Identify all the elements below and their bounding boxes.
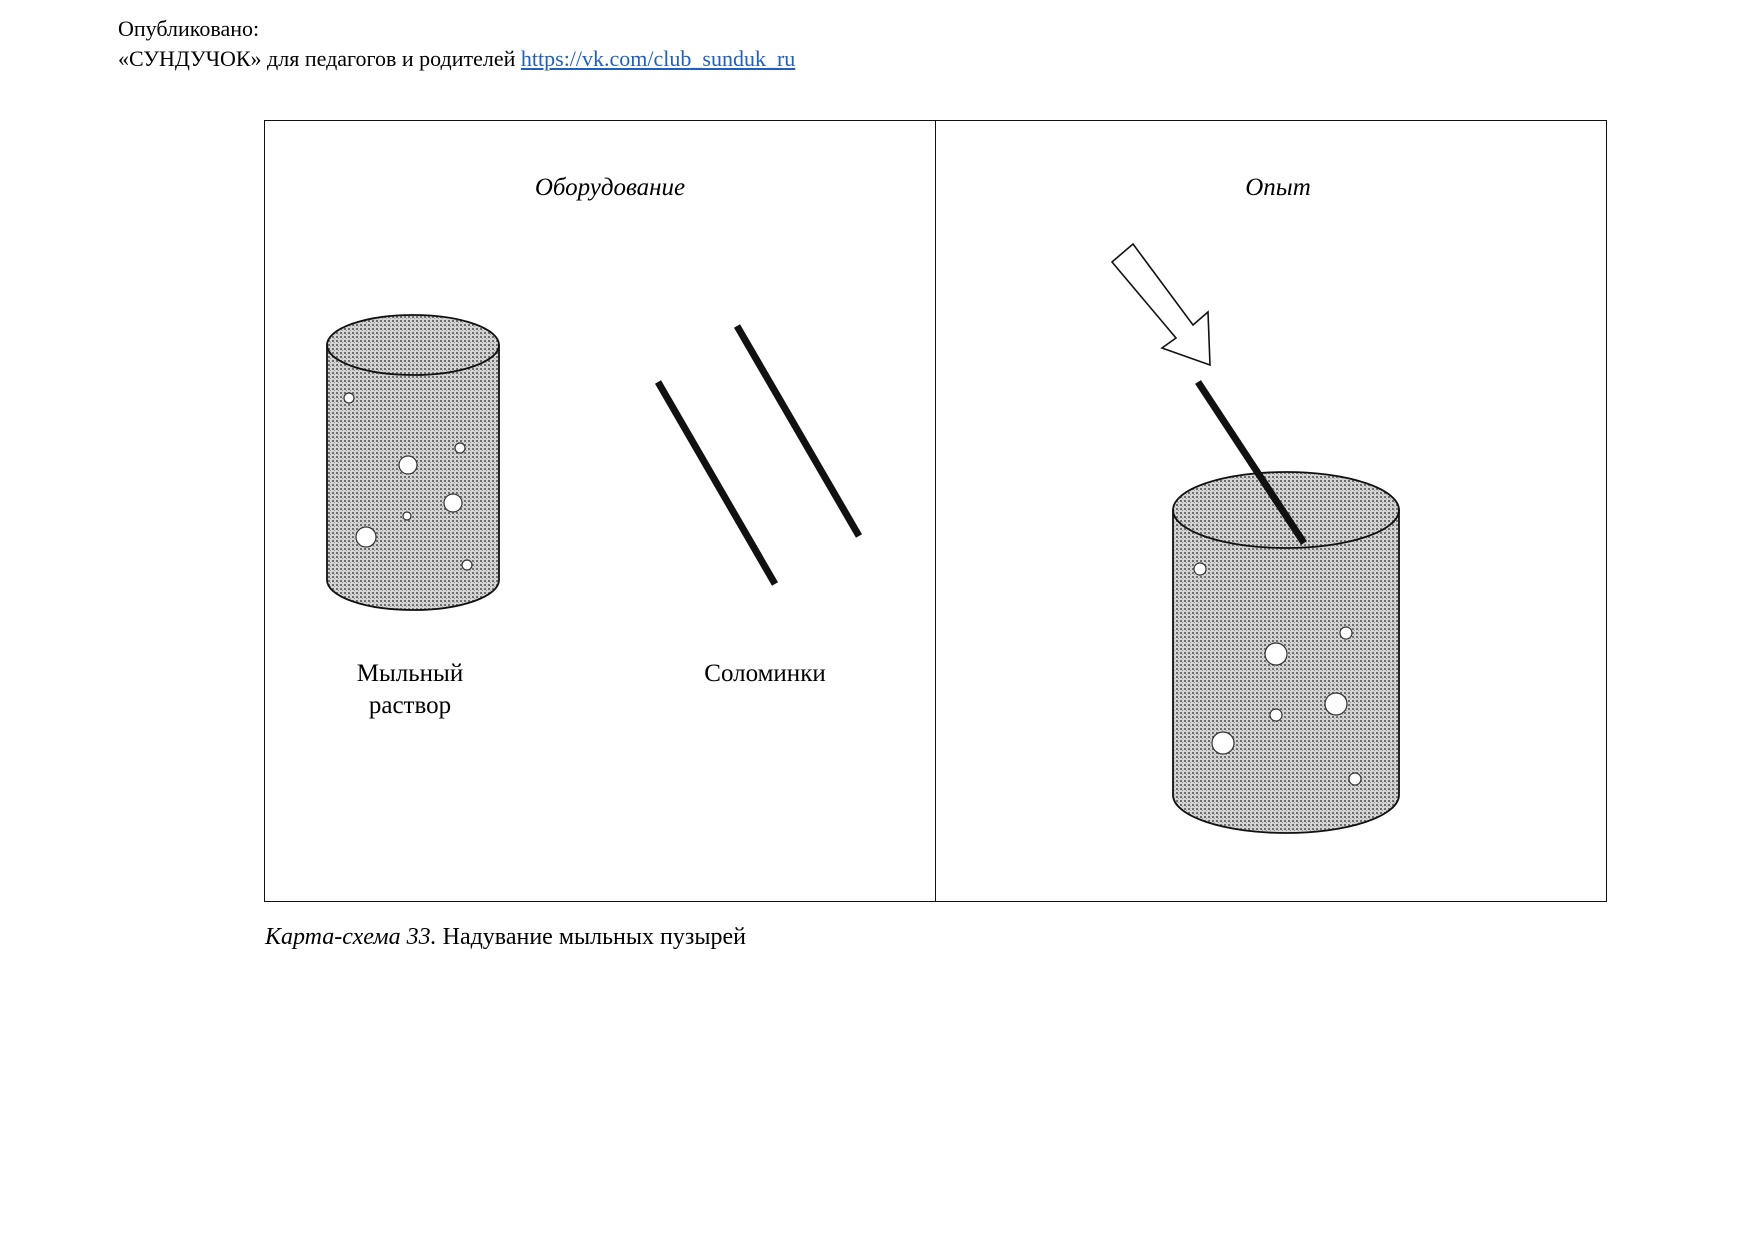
soap-solution-label-line1: Мыльный bbox=[356, 660, 464, 687]
experiment-title: Опыт bbox=[1245, 174, 1311, 201]
caption-text: Надувание мыльных пузырей bbox=[436, 924, 746, 950]
source-name: «СУНДУЧОК» для педагогов и родителей bbox=[118, 46, 521, 71]
soap-solution-label bbox=[330, 658, 490, 722]
soap-solution-jar-icon bbox=[327, 315, 499, 610]
straws-label: Соломинки bbox=[704, 660, 826, 687]
figure-caption bbox=[265, 924, 746, 951]
soap-solution-jar-icon bbox=[1173, 472, 1399, 833]
caption-ref: Карта-схема 33. bbox=[265, 924, 437, 950]
arrow-down-right-icon bbox=[1112, 244, 1210, 365]
equipment-title: Оборудование bbox=[534, 174, 686, 201]
straws-icon bbox=[658, 326, 859, 584]
published-label: Опубликовано: bbox=[118, 16, 260, 41]
soap-solution-label-line2: раствор bbox=[368, 692, 452, 719]
source-link[interactable]: https://vk.com/club_sunduk_ru bbox=[520, 46, 796, 71]
